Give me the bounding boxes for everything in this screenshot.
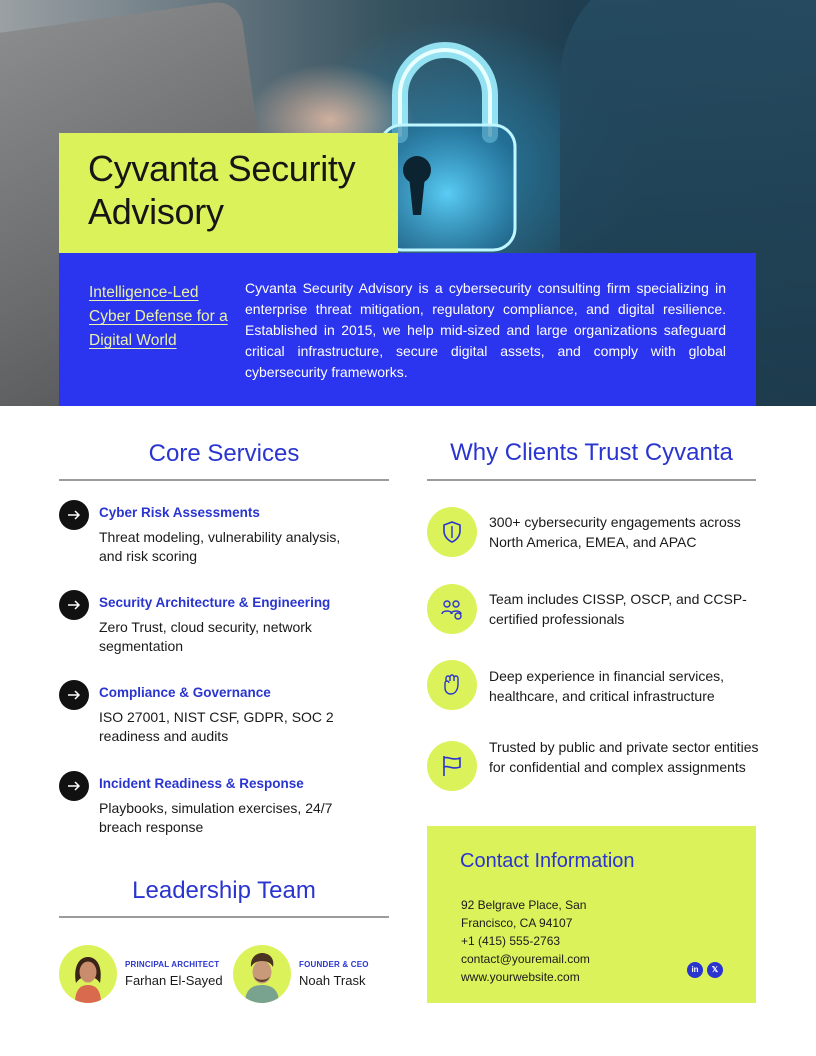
company-description: Cyvanta Security Advisory is a cybersecurity consulting firm specializing in enterprise threat mitigation, regulatory compliance, and digital resilience. Established in 2015, we help mid-sized and large organizations safeguard critical infrastructure, secure digital assets, and comply with global cybersecurity frameworks. — [245, 280, 726, 380]
contact-email[interactable]: contact@youremail.com — [461, 952, 590, 966]
service-item — [59, 771, 389, 841]
trust-item — [427, 660, 767, 720]
contact-card — [427, 826, 756, 1003]
leader-name: Noah Trask — [299, 973, 366, 988]
trust-heading: Why Clients Trust Cyvanta — [450, 439, 733, 466]
trust-text: Trusted by public and private sector entities for confidential and complex assignments — [489, 739, 759, 775]
leader-card — [59, 945, 239, 1003]
service-description: Zero Trust, cloud security, network segmentation — [99, 619, 312, 654]
avatar — [233, 945, 291, 1003]
contact-address-line1: 92 Belgrave Place, San — [461, 898, 587, 912]
intro-box — [59, 253, 756, 406]
arrow-right-icon — [59, 680, 89, 710]
contact-website[interactable]: www.yourwebsite.com — [461, 970, 580, 984]
arrow-right-icon — [59, 500, 89, 530]
services-heading: Core Services — [148, 440, 300, 467]
leader-role: FOUNDER & CEO — [299, 960, 369, 969]
leader-card — [233, 945, 413, 1003]
service-item — [59, 590, 389, 660]
service-title: Incident Readiness & Response — [99, 776, 304, 791]
trust-text: Team includes CISSP, OSCP, and CCSP-certified professionals — [489, 591, 747, 627]
tagline-link[interactable]: Intelligence-Led Cyber Defense for a Digital World — [89, 284, 228, 349]
arrow-right-icon — [59, 771, 89, 801]
flag-icon — [427, 741, 477, 791]
services-divider — [59, 479, 389, 481]
x-icon[interactable]: 𝕏 — [707, 962, 723, 978]
service-title: Security Architecture & Engineering — [99, 595, 331, 610]
leadership-heading: Leadership Team — [132, 877, 316, 904]
trust-divider — [427, 479, 756, 481]
leader-role: PRINCIPAL ARCHITECT — [125, 960, 220, 969]
service-item — [59, 500, 389, 570]
fist-icon — [427, 660, 477, 710]
arrow-right-icon — [59, 590, 89, 620]
linkedin-icon[interactable]: in — [687, 962, 703, 978]
service-item — [59, 680, 389, 750]
page-title: Cyvanta Security Advisory — [88, 148, 356, 232]
service-title: Cyber Risk Assessments — [99, 505, 260, 520]
service-description: Playbooks, simulation exercises, 24/7 breach response — [99, 800, 333, 835]
contact-phone: +1 (415) 555-2763 — [461, 934, 561, 948]
service-description: Threat modeling, vulnerability analysis, and risk scoring — [99, 529, 341, 564]
trust-text: Deep experience in financial services, healthcare, and critical infrastructure — [489, 668, 725, 704]
contact-details — [461, 896, 621, 986]
service-title: Compliance & Governance — [99, 685, 271, 700]
trust-item — [427, 741, 767, 801]
service-description: ISO 27001, NIST CSF, GDPR, SOC 2 readiness and audits — [99, 709, 334, 744]
title-box — [59, 133, 398, 253]
contact-heading: Contact Information — [460, 850, 635, 872]
leadership-divider — [59, 916, 389, 918]
contact-address-line2: Francisco, CA 94107 — [461, 916, 573, 930]
trust-item — [427, 584, 767, 644]
leader-name: Farhan El-Sayed — [125, 973, 223, 988]
trust-item — [427, 507, 767, 567]
hero-banner — [0, 0, 816, 406]
trust-text: 300+ cybersecurity engagements across North America, EMEA, and APAC — [489, 514, 741, 550]
team-icon — [427, 584, 477, 634]
shield-icon — [427, 507, 477, 557]
avatar — [59, 945, 117, 1003]
